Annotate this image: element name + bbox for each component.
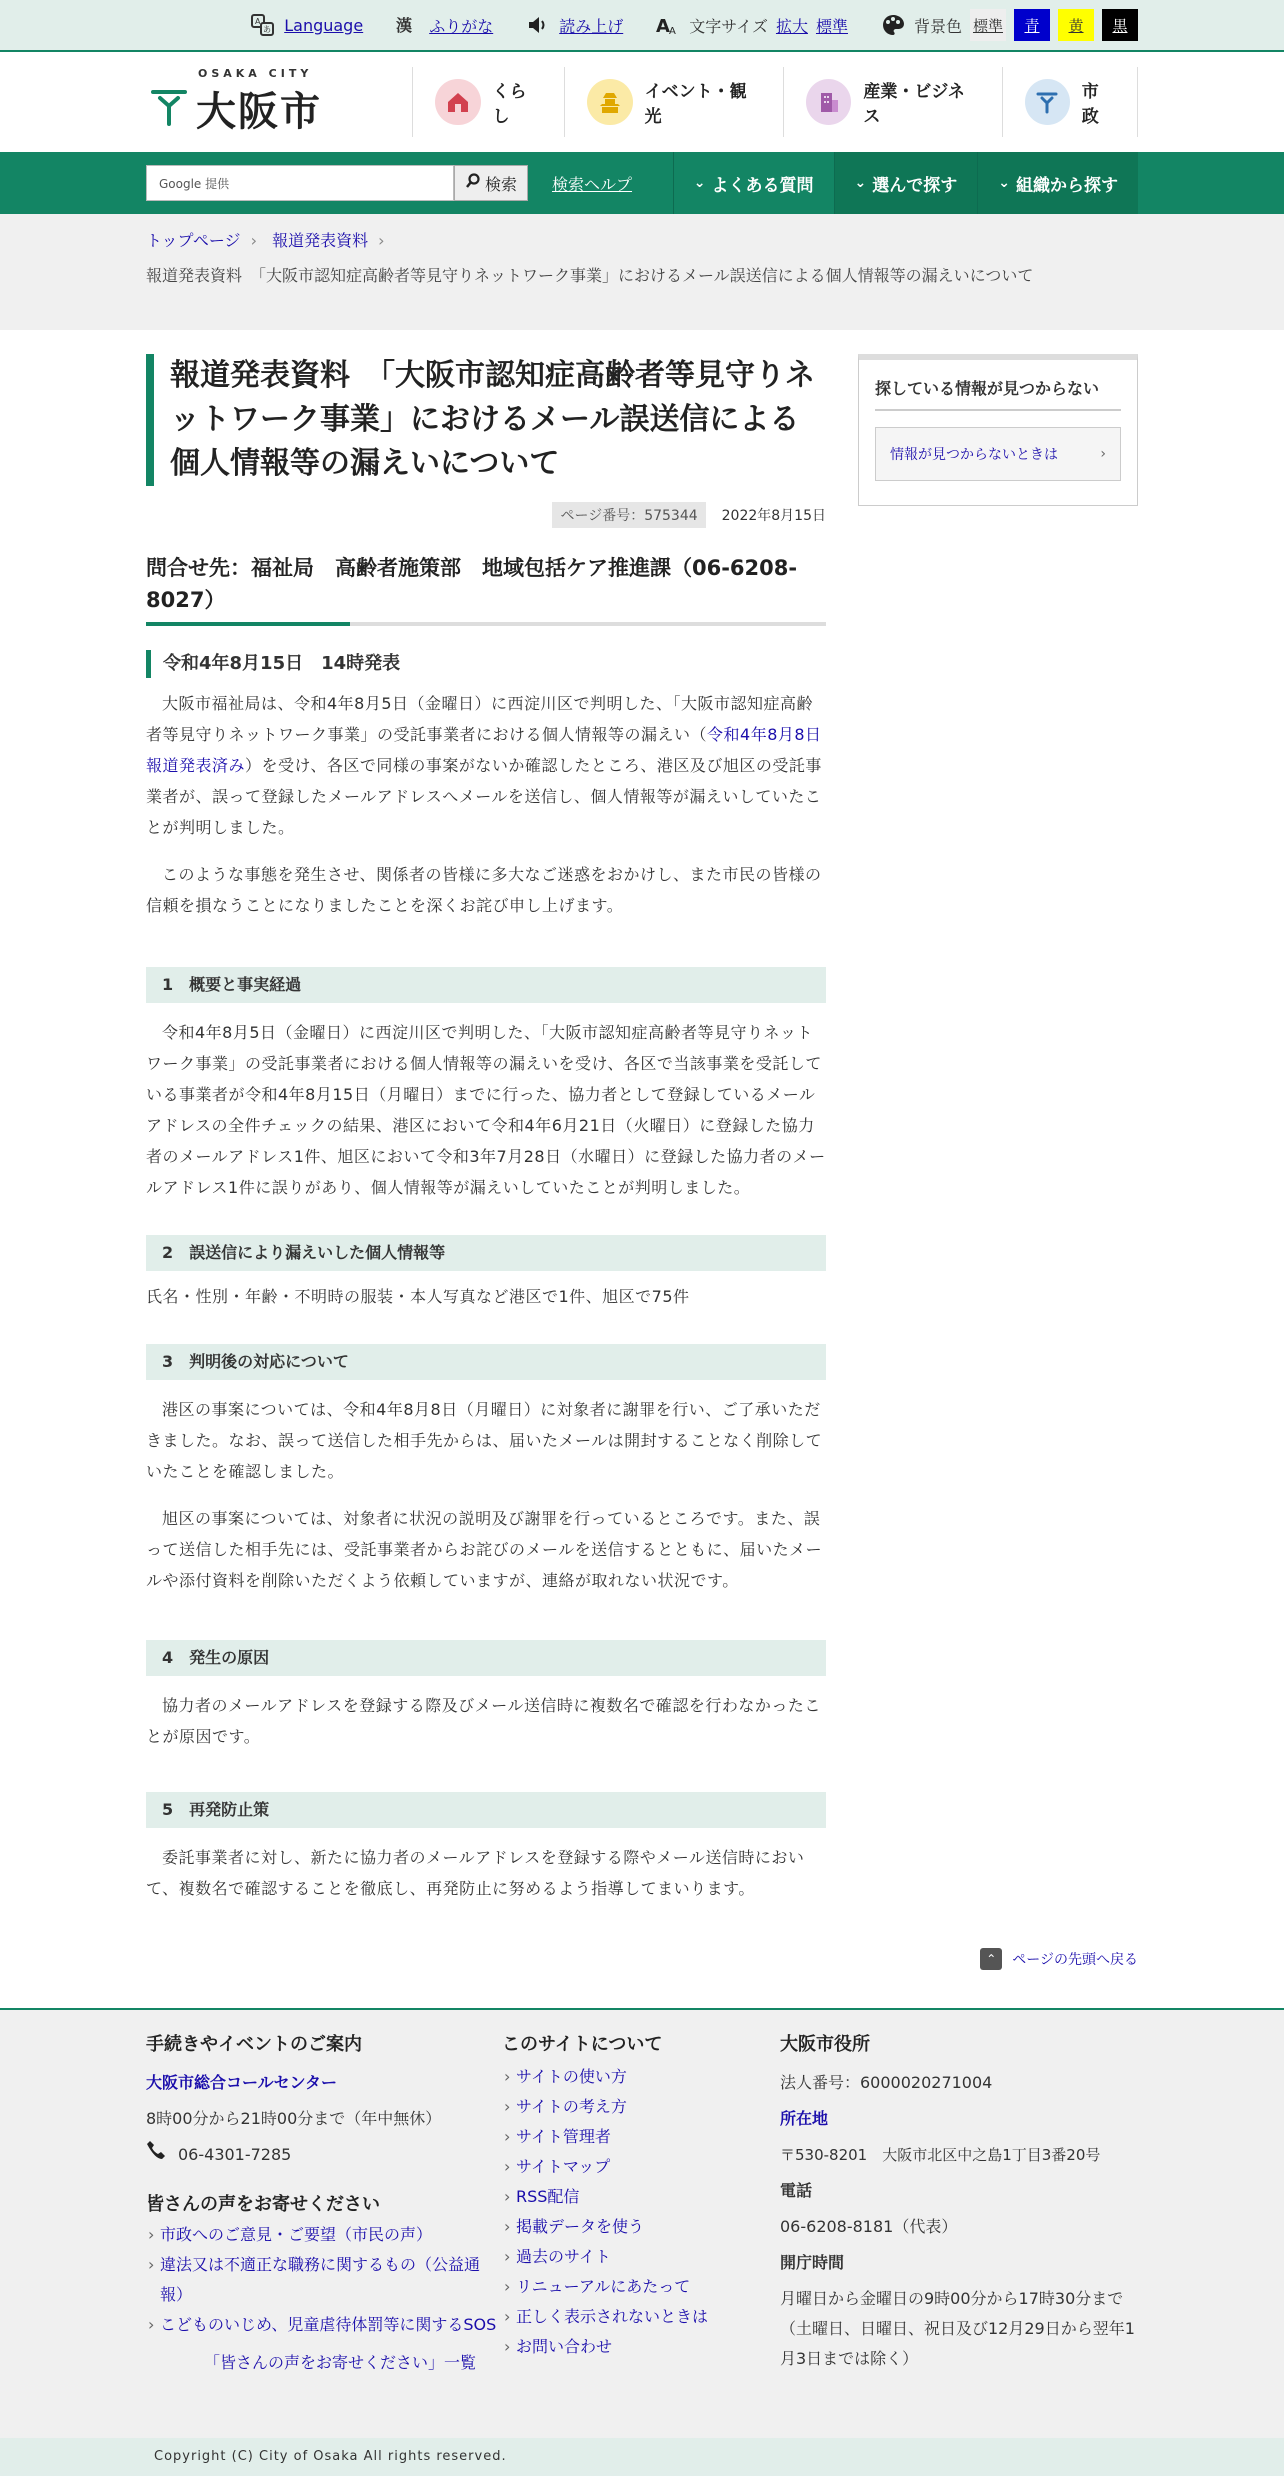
search-button[interactable] xyxy=(454,165,528,201)
call-center-phone: 06-4301-7285 xyxy=(178,2145,292,2164)
choose-menu[interactable] xyxy=(834,152,978,214)
logo-text: 大阪市 xyxy=(196,88,322,135)
site-link[interactable]: サイト管理者 xyxy=(516,2127,611,2146)
main-area xyxy=(146,330,1138,1904)
chevron-down-icon: ⌄ xyxy=(854,175,867,191)
global-nav xyxy=(412,67,1138,137)
svg-text:あ: あ xyxy=(263,25,272,34)
article xyxy=(146,354,826,1904)
search-button-label: 検索 xyxy=(484,174,517,194)
castle-icon xyxy=(587,79,632,125)
section-body: 委託事業者に対し、新たに協力者のメールアドレスを登録する際やメール送信時において、複数名で確認することを徹底し、再発防止に努めるよう指導してまいります。 xyxy=(146,1848,805,1898)
footer-heading: このサイトについて xyxy=(502,2034,663,2055)
gnav-label: 産業・ビジネス xyxy=(863,82,965,127)
site-link[interactable]: サイトの考え方 xyxy=(516,2097,627,2116)
site-link[interactable]: RSS配信 xyxy=(516,2187,580,2206)
city-emblem-icon xyxy=(1025,79,1070,125)
gnav-item-events[interactable] xyxy=(564,67,783,137)
house-icon xyxy=(435,79,480,125)
gnav-item-shisei[interactable] xyxy=(1002,67,1138,137)
section-body: 旭区の事案については、対象者に状況の説明及び謝罪を行っているところです。また、誤って送信した相手先には、受託事業者からお詫びのメールを送信するとともに、届いたメールや添付資料を削除いただくよう依頼していますが、連絡が取れない状況です。 xyxy=(146,1509,823,1590)
site-footer xyxy=(0,2008,1284,2438)
not-found-box xyxy=(858,354,1138,506)
press-release-link[interactable]: 令和4年8月8日報道発表済み xyxy=(146,725,822,775)
not-found-link-label: 情報が見つからないときは xyxy=(890,447,1058,463)
section-heading: 2 誤送信により漏えいした個人情報等 xyxy=(146,1235,826,1271)
svg-text:A: A xyxy=(669,26,677,36)
chevron-down-icon: ⌄ xyxy=(693,175,706,191)
section-body: 氏名・性別・年齢・不明時の服装・本人写真など港区で1件、旭区で75件 xyxy=(146,1287,690,1306)
publish-date: 2022年8月15日 xyxy=(721,508,826,524)
site-link[interactable]: サイトの使い方 xyxy=(516,2067,627,2086)
apology-paragraph: このような事態を発生させ、関係者の皆様に多大なご迷惑をおかけし、また市民の皆様の信頼を損なうことになりましたことを深くお詫び申し上げます。 xyxy=(146,865,822,915)
call-center-link[interactable]: 大阪市総合コールセンター xyxy=(146,2073,338,2092)
read-aloud-link[interactable]: 読み上げ xyxy=(559,16,624,36)
breadcrumb xyxy=(0,214,1284,330)
section-heading: 1 概要と事実経過 xyxy=(146,967,826,1003)
choose-label: 選んで探す xyxy=(872,175,958,196)
bg-black-button[interactable]: 黒 xyxy=(1102,9,1138,41)
footer-col-info xyxy=(146,2030,502,2378)
gnav-label: イベント・観光 xyxy=(644,82,747,127)
footer-heading: 手続きやイベントのご案内 xyxy=(146,2034,362,2055)
speaker-icon xyxy=(525,12,551,38)
city-emblem-icon xyxy=(150,88,188,130)
call-center-hours: 8時00分から21時00分まで（年中無休） xyxy=(146,2109,442,2128)
site-logo[interactable] xyxy=(146,67,412,137)
site-link[interactable]: サイトマップ xyxy=(516,2157,611,2176)
site-link[interactable]: 正しく表示されないときは xyxy=(516,2307,709,2326)
tel-number: 06-6208-8181（代表） xyxy=(780,2217,958,2236)
tel-label: 電話 xyxy=(780,2181,813,2200)
gnav-label: くらし xyxy=(492,82,527,127)
font-size-icon xyxy=(655,12,681,38)
faq-label: よくある質問 xyxy=(711,175,814,196)
palette-icon xyxy=(880,12,906,38)
address: 〒530-8201 大阪市北区中之島1丁目3番20号 xyxy=(780,2146,1101,2164)
faq-menu[interactable] xyxy=(673,152,834,214)
section-heading: 5 再発防止策 xyxy=(146,1792,826,1828)
font-standard-link[interactable]: 標準 xyxy=(815,16,848,36)
contact-heading: 問合せ先：福祉局 高齢者施策部 地域包括ケア推進課（06-6208-8027） xyxy=(146,552,826,626)
voice-all-link[interactable]: 「皆さんの声をお寄せください」一覧 xyxy=(204,2353,477,2372)
gnav-label: 市政 xyxy=(1081,82,1099,127)
org-menu[interactable] xyxy=(977,152,1138,214)
page-number: ページ番号：575344 xyxy=(552,502,705,528)
site-link[interactable]: 掲載データを使う xyxy=(516,2217,645,2236)
back-to-top-label: ページの先頭へ戻る xyxy=(1012,1952,1138,1968)
copyright-bar xyxy=(0,2438,1284,2476)
font-enlarge-link[interactable]: 拡大 xyxy=(775,16,808,36)
chevron-right-icon: › xyxy=(1100,446,1106,462)
search-input[interactable] xyxy=(146,165,454,201)
bg-blue-button[interactable]: 青 xyxy=(1014,9,1050,41)
bg-standard-button[interactable]: 標準 xyxy=(970,9,1006,41)
language-icon xyxy=(250,12,276,38)
section-heading: 3 判明後の対応について xyxy=(146,1344,826,1380)
copyright-text: Copyright (C) City of Osaka All rights reserved. xyxy=(154,2449,507,2464)
site-header xyxy=(0,52,1284,152)
site-link[interactable]: お問い合わせ xyxy=(516,2337,613,2356)
furigana-icon xyxy=(395,12,421,38)
bg-yellow-button[interactable]: 黄 xyxy=(1058,9,1094,41)
section-body: 協力者のメールアドレスを登録する際及びメール送信時に複数名で確認を行わなかったことが原因です。 xyxy=(146,1696,821,1746)
chevron-down-icon: ⌄ xyxy=(998,175,1010,191)
breadcrumb-press[interactable]: 報道発表資料 xyxy=(272,231,369,250)
gnav-item-kurashi[interactable] xyxy=(412,67,564,137)
section-heading: 4 発生の原因 xyxy=(146,1640,826,1676)
arrow-up-icon: ⌃ xyxy=(980,1948,1002,1970)
search-help-link[interactable]: 検索ヘルプ xyxy=(552,174,633,194)
breadcrumb-separator: › xyxy=(250,231,257,250)
not-found-title: 探している情報が見つからない xyxy=(875,376,1121,411)
open-hours-note: （土曜日、日曜日、祝日及び12月29日から翌年1月3日までは除く） xyxy=(780,2319,1135,2368)
section-body: 令和4年8月5日（金曜日）に西淀川区で判明した、「大阪市認知症高齢者等見守りネットワーク事業」の受託事業者における個人情報等の漏えいを受け、各区で当該事業を受託している事業者が令和4年8月15日（月曜日）までに行った、協力者として登録しているメールアドレスの全件チェックの結果、港区において令和4年6月21日（火曜日）に登録した協力者のメールアドレス1件、旭区において令和3年7月28日（水曜日）に登録した協力者のメールアドレス1件に誤りがあり、個人情報等が漏えいしていたことが判明しました。 xyxy=(146,1023,826,1197)
footer-heading: 皆さんの声をお寄せください xyxy=(146,2194,380,2215)
utility-bar xyxy=(0,0,1284,52)
intro-paragraph: 大阪市福祉局は、令和4年8月5日（金曜日）に西淀川区で判明した、「大阪市認知症高齢者等見守りネットワーク事業」の受託事業者における個人情報等の漏えい（令和4年8月8日報道発表済み）を受け、各区で同様の事案がないか確認したところ、港区及び旭区の受託事業者が、誤って登録したメールアドレスへメールを送信し、個人情報等が漏えいしていたことが判明しました。 xyxy=(146,694,822,837)
section-body: 港区の事案については、令和4年8月8日（月曜日）に対象者に謝罪を行い、ご了承いただきました。なお、誤って送信した相手先からは、届いたメールは開封することなく削除していたことを確認しました。 xyxy=(146,1400,823,1481)
logo-subtitle: OSAKA CITY xyxy=(198,67,313,80)
hours-label: 開庁時間 xyxy=(780,2253,845,2272)
breadcrumb-top[interactable]: トップページ xyxy=(146,231,241,250)
voice-link[interactable]: 市政へのご意見・ご要望（市民の声） xyxy=(160,2225,433,2244)
search-icon xyxy=(465,173,481,193)
open-hours: 月曜日から金曜日の9時00分から17時30分まで xyxy=(780,2289,1124,2308)
gnav-item-business[interactable] xyxy=(783,67,1001,137)
svg-text:漢: 漢 xyxy=(396,16,413,35)
site-link[interactable]: リニューアルにあたって xyxy=(516,2277,691,2296)
site-link[interactable]: 過去のサイト xyxy=(516,2247,611,2266)
page-title: 報道発表資料 「大阪市認知症高齢者等見守りネットワーク事業」におけるメール誤送信による個人情報等の漏えいについて xyxy=(146,354,826,486)
svg-text:A: A xyxy=(656,16,671,36)
announce-heading: 令和4年8月15日 14時発表 xyxy=(146,650,826,678)
sub-nav xyxy=(673,152,1138,214)
corporate-number: 法人番号：6000020271004 xyxy=(780,2073,993,2092)
svg-text:A: A xyxy=(255,17,261,26)
location-link[interactable]: 所在地 xyxy=(780,2109,829,2128)
furigana-link[interactable]: ふりがな xyxy=(429,16,494,36)
search-bar xyxy=(0,152,1284,214)
language-link[interactable]: Language xyxy=(284,15,364,35)
not-found-link[interactable] xyxy=(875,427,1121,481)
voice-link[interactable]: 違法又は不適正な職務に関するもの（公益通報） xyxy=(160,2255,481,2304)
font-size-label: 文字サイズ xyxy=(689,16,768,36)
phone-icon xyxy=(146,2140,166,2170)
breadcrumb-current: 報道発表資料 「大阪市認知症高齢者等見守りネットワーク事業」におけるメール誤送信による個人情報等の漏えいについて xyxy=(146,266,1034,285)
bg-color-label: 背景色 xyxy=(913,16,962,36)
breadcrumb-separator: › xyxy=(378,231,385,250)
voice-link[interactable]: こどものいじめ、児童虐待体罰等に関するSOS xyxy=(160,2315,497,2334)
footer-col-cityhall xyxy=(780,2030,1138,2378)
footer-col-site xyxy=(502,2030,780,2378)
sidebar xyxy=(858,354,1138,1904)
org-label: 組織から探す xyxy=(1016,175,1118,196)
back-to-top[interactable] xyxy=(146,1944,1138,1974)
footer-heading: 大阪市役所 xyxy=(780,2034,870,2055)
search-placeholder: Google 提供 xyxy=(159,176,230,191)
building-icon xyxy=(806,79,851,125)
